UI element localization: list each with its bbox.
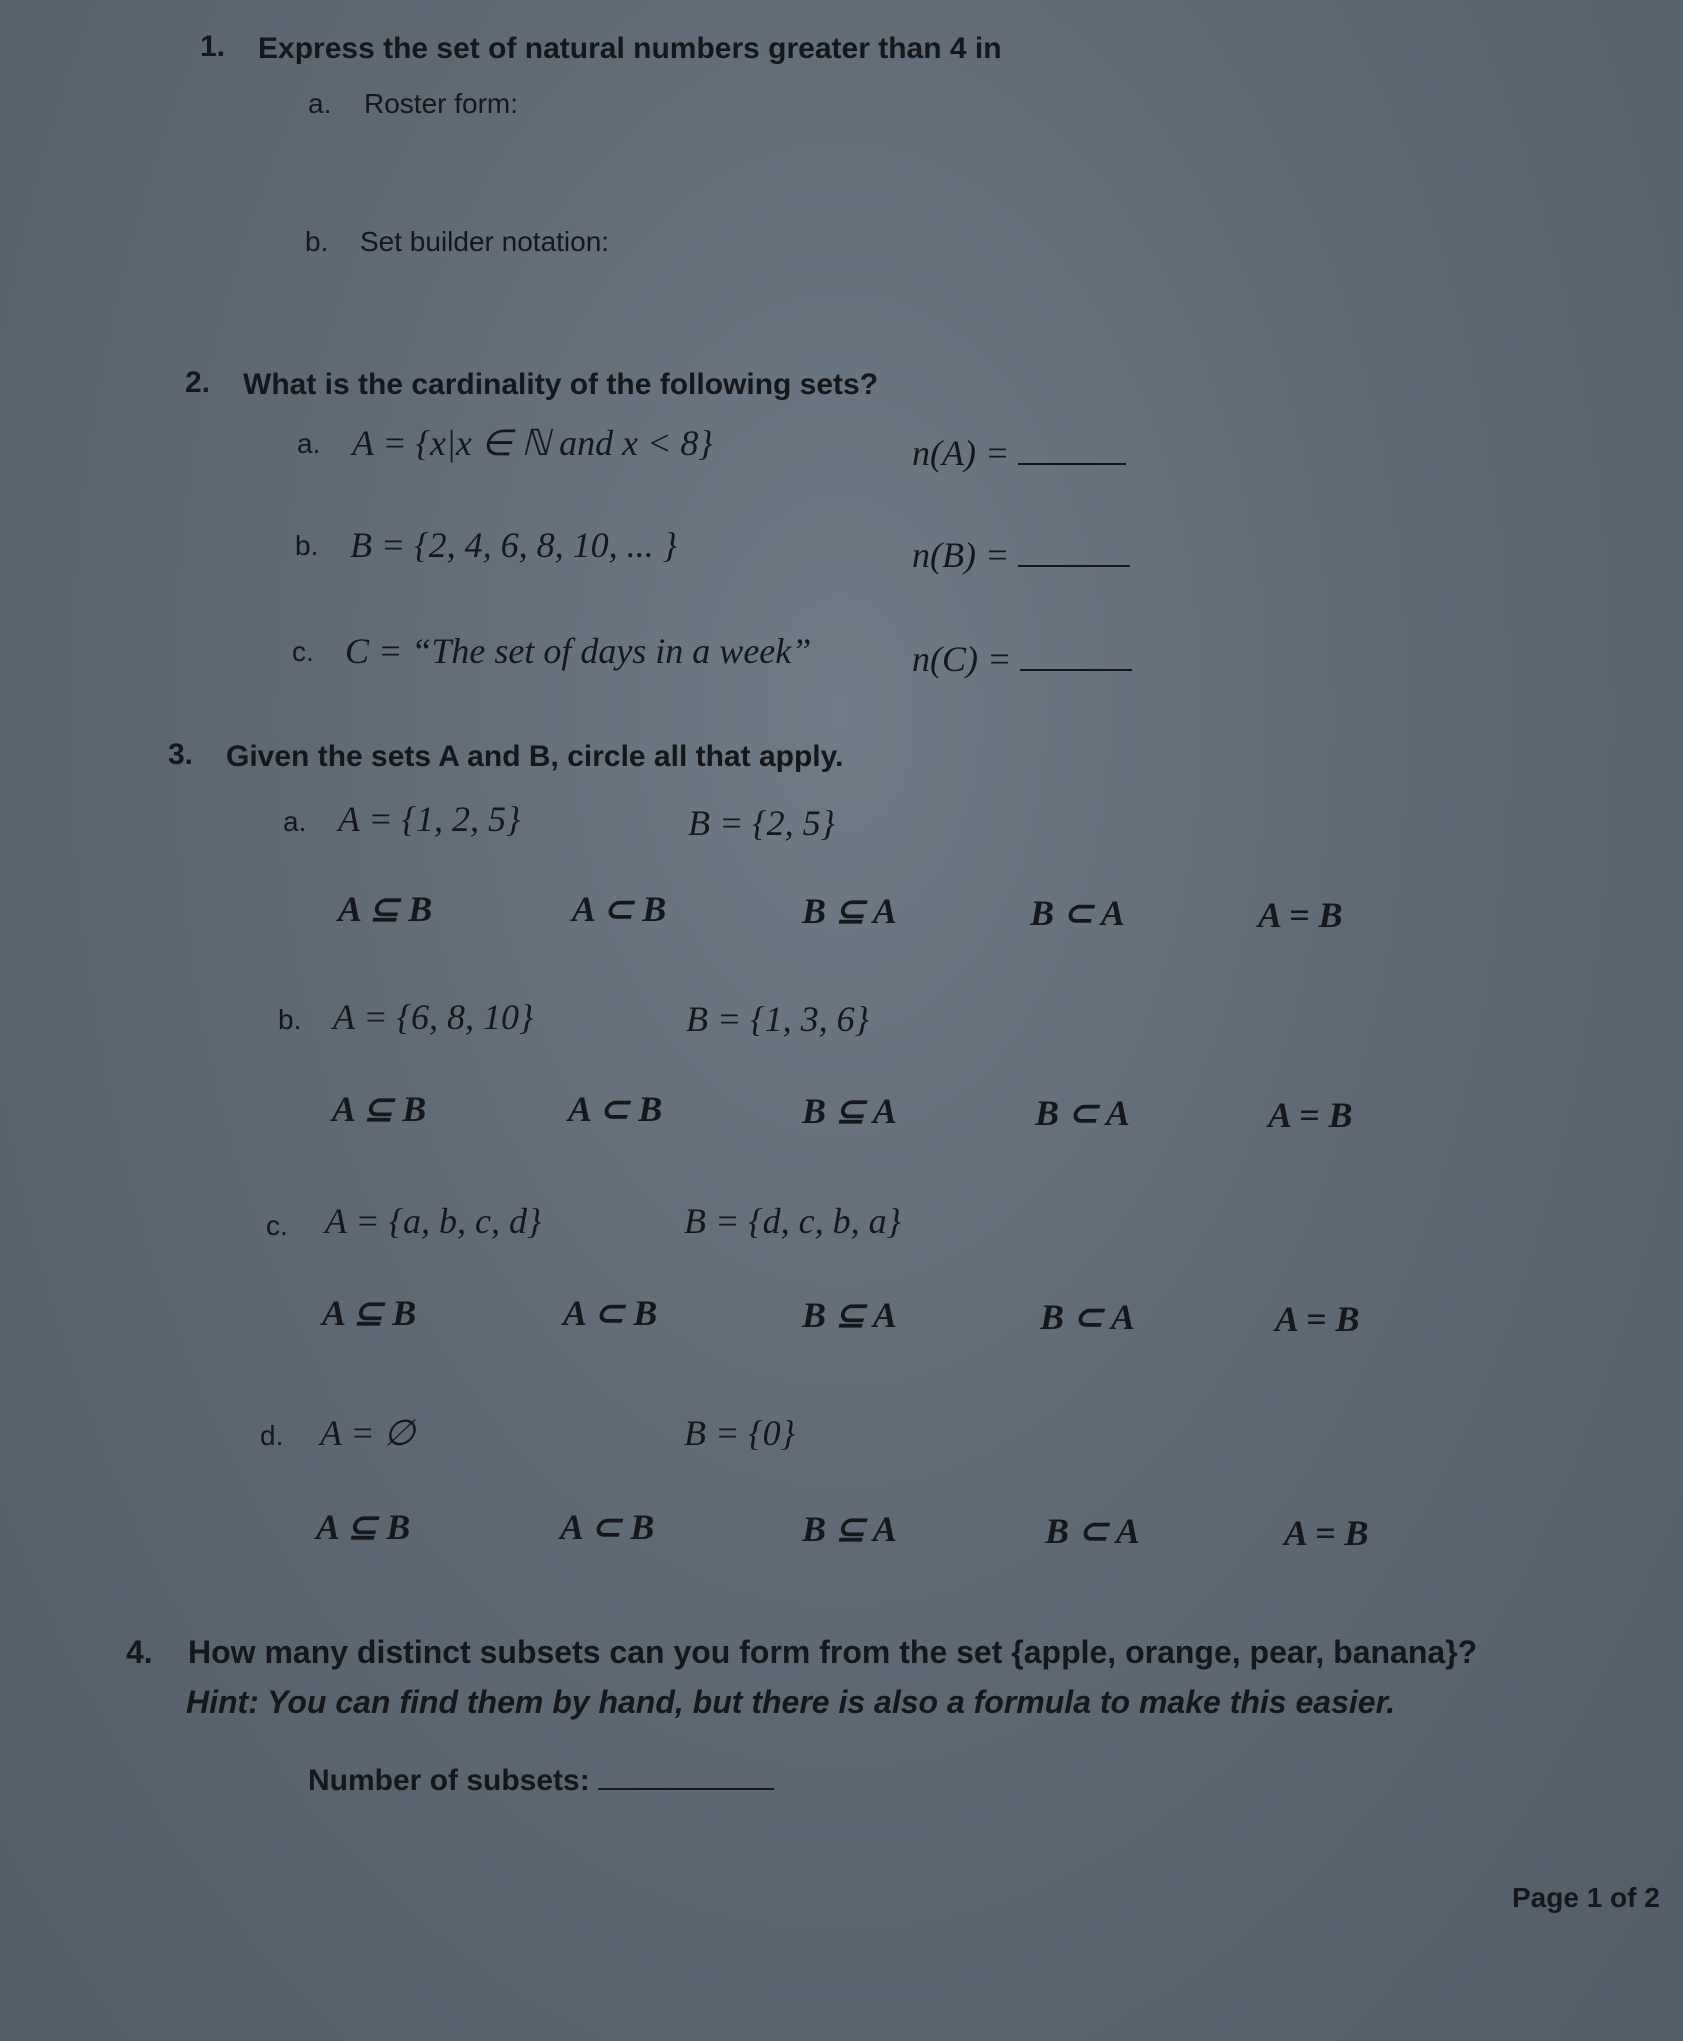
q2c-answer-blank[interactable] [1020, 639, 1132, 671]
q3a-option-a-equals-b[interactable]: A = B [1258, 895, 1343, 935]
q3d-option-b-subset-a[interactable]: B ⊂ A [1045, 1511, 1140, 1551]
q3d-option-b-subseteq-a[interactable]: B ⊆ A [802, 1509, 897, 1549]
q3a-setA: A = {1, 2, 5} [338, 799, 521, 839]
q3a-option-a-subset-b[interactable]: A ⊂ B [572, 889, 667, 929]
q3d-label: d. [260, 1420, 284, 1451]
q3a-option-b-subset-a[interactable]: B ⊂ A [1030, 893, 1125, 933]
q4-number: 4. [126, 1634, 153, 1670]
q3a-label: a. [283, 806, 307, 837]
q3c-option-a-subseteq-b[interactable]: A ⊆ B [322, 1293, 417, 1333]
q3a-option-a-subseteq-b[interactable]: A ⊆ B [338, 889, 433, 929]
q2c-label: c. [292, 636, 314, 667]
q3b-option-a-equals-b[interactable]: A = B [1268, 1095, 1353, 1135]
q3c-option-b-subseteq-a[interactable]: B ⊆ A [802, 1295, 897, 1335]
q1b-label: b. [305, 226, 329, 257]
q3c-option-a-equals-b[interactable]: A = B [1275, 1299, 1360, 1339]
q3d-option-a-equals-b[interactable]: A = B [1284, 1513, 1369, 1553]
q3b-setA: A = {6, 8, 10} [333, 997, 534, 1037]
q3d-setA: A = ∅ [320, 1413, 415, 1453]
q2a-answer-blank[interactable] [1018, 433, 1126, 465]
q2b-answer-blank[interactable] [1018, 535, 1130, 567]
q3c-label: c. [266, 1210, 288, 1241]
q3a-setB: B = {2, 5} [688, 803, 836, 843]
q3b-label: b. [278, 1004, 302, 1035]
q2c-answer-label: n(C) = [912, 639, 1012, 679]
q3d-setB: B = {0} [684, 1413, 796, 1453]
q3b-setB: B = {1, 3, 6} [686, 999, 870, 1039]
q4-answer [308, 1758, 774, 1798]
q3b-option-a-subseteq-b[interactable]: A ⊆ B [332, 1089, 427, 1129]
q3d-option-a-subseteq-b[interactable]: A ⊆ B [316, 1507, 411, 1547]
q4-answer-blank[interactable] [598, 1758, 774, 1790]
q2c-set [345, 630, 811, 672]
q2b-set: B = {2, 4, 6, 8, 10, ... } [350, 525, 678, 565]
q4-text: How many distinct subsets can you form from the set {apple, orange, pear, banana}? [188, 1634, 1478, 1670]
q2-number: 2. [185, 366, 211, 399]
q2a-label: a. [297, 428, 321, 459]
q2a-set: A = {x|x ∈ ℕ and x < 8} [352, 423, 713, 463]
q1-number: 1. [200, 30, 226, 63]
q1b-text: Set builder notation: [360, 226, 610, 257]
q4-answer-label: Number of subsets: [308, 1764, 590, 1797]
q3a-option-b-subseteq-a[interactable]: B ⊆ A [802, 891, 897, 931]
q2b-answer [912, 534, 1130, 576]
q2c-answer [912, 638, 1132, 680]
q3c-option-a-subset-b[interactable]: A ⊂ B [563, 1293, 658, 1333]
q3b-option-b-subset-a[interactable]: B ⊂ A [1035, 1093, 1130, 1133]
q2-text: What is the cardinality of the following sets? [243, 368, 879, 401]
q3d-option-a-subset-b[interactable]: A ⊂ B [560, 1507, 655, 1547]
q2a-answer [912, 432, 1126, 474]
q4-hint: Hint: You can find them by hand, but there is also a formula to make this easier. [186, 1684, 1396, 1720]
q1a-label: a. [308, 88, 332, 119]
q2c-set-text: C = “The set of days in a week” [345, 631, 812, 671]
q2b-answer-label: n(B) = [912, 535, 1010, 575]
q3b-option-b-subseteq-a[interactable]: B ⊆ A [802, 1091, 897, 1131]
q1a-text: Roster form: [364, 88, 519, 119]
q2b-label: b. [295, 530, 319, 561]
q2a-answer-label: n(A) = [912, 433, 1010, 473]
q3b-option-a-subset-b[interactable]: A ⊂ B [568, 1089, 663, 1129]
q1-text: Express the set of natural numbers greater than 4 in [258, 32, 1002, 65]
q3-text: Given the sets A and B, circle all that apply. [226, 740, 844, 773]
q3c-setA: A = {a, b, c, d} [325, 1201, 542, 1241]
q3-number: 3. [168, 738, 194, 771]
q3c-setB: B = {d, c, b, a} [684, 1201, 902, 1241]
q3c-option-b-subset-a[interactable]: B ⊂ A [1040, 1297, 1135, 1337]
page-number: Page 1 of 2 [1512, 1882, 1660, 1913]
